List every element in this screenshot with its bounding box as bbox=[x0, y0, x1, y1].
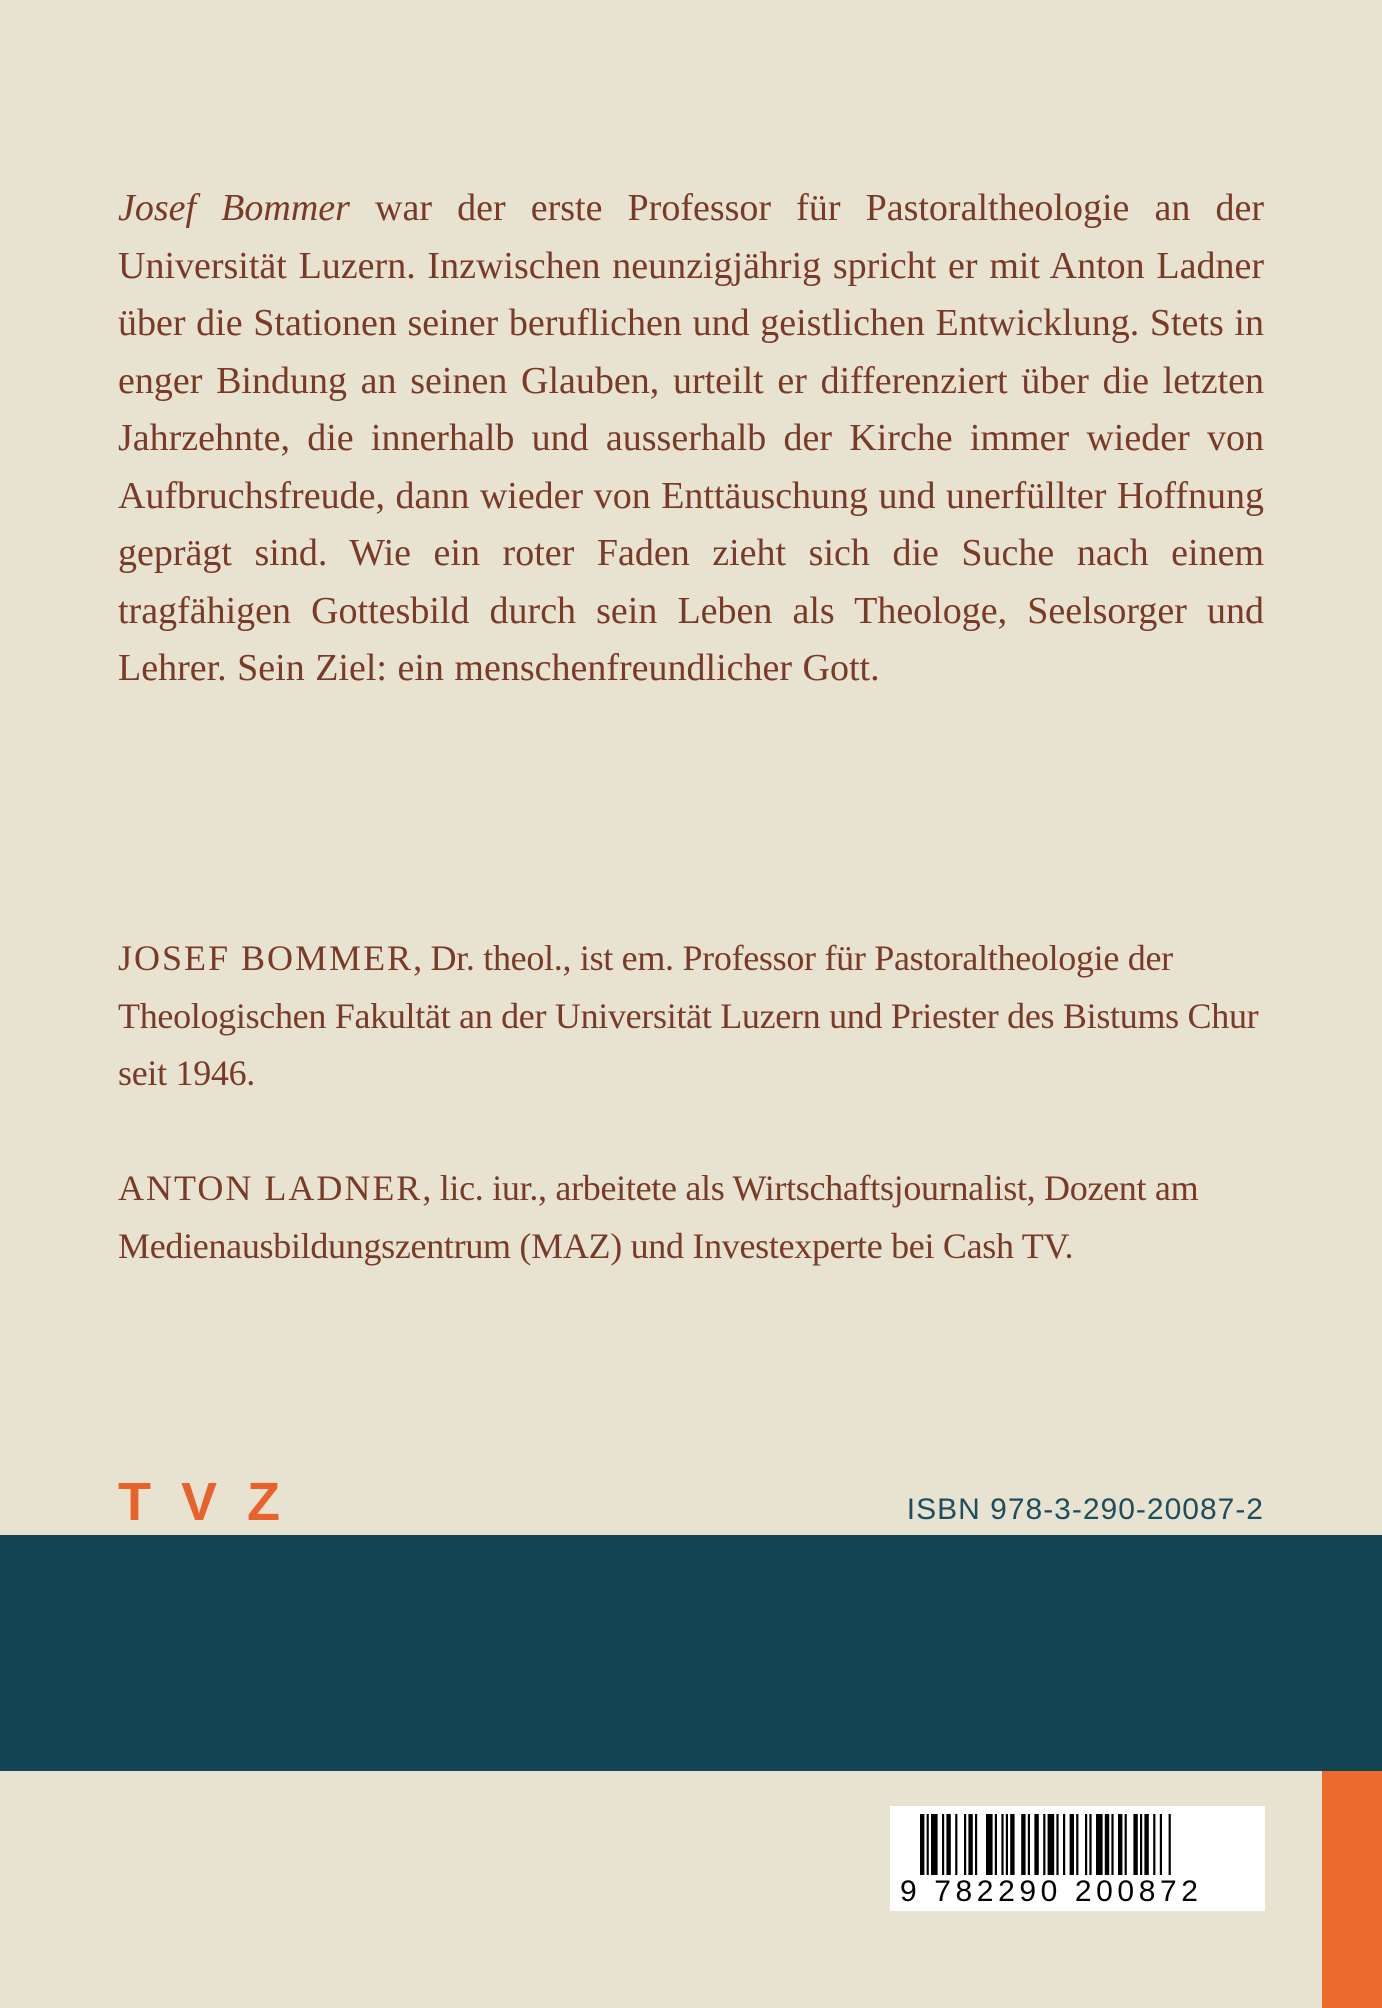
barcode-bar bbox=[1160, 1814, 1162, 1876]
barcode-bar bbox=[1169, 1814, 1171, 1876]
barcode-bar bbox=[955, 1814, 957, 1876]
teal-band bbox=[0, 1535, 1382, 1771]
barcode-bar bbox=[975, 1814, 977, 1876]
barcode-bar bbox=[942, 1814, 944, 1876]
barcode-bar bbox=[1105, 1814, 1109, 1876]
bio-name: ANTON LADNER bbox=[118, 1168, 423, 1208]
barcode-bar bbox=[1153, 1814, 1155, 1876]
barcode-bar bbox=[995, 1814, 997, 1876]
barcode-bar bbox=[964, 1814, 966, 1876]
orange-edge-strip bbox=[1322, 1771, 1382, 2008]
barcode-bar bbox=[1076, 1814, 1078, 1876]
barcode-bar bbox=[946, 1814, 950, 1876]
barcode-bar bbox=[1089, 1814, 1091, 1876]
author-bio-bommer bbox=[118, 930, 1264, 1103]
barcode-bar bbox=[1001, 1814, 1003, 1876]
barcode-bar bbox=[1021, 1814, 1025, 1876]
barcode-bar bbox=[1048, 1814, 1055, 1876]
blurb-paragraph bbox=[118, 180, 1264, 698]
barcode-bar bbox=[920, 1814, 924, 1876]
barcode-bar bbox=[1133, 1814, 1137, 1876]
barcode-bar bbox=[1006, 1814, 1008, 1876]
barcode-bar bbox=[1111, 1814, 1113, 1876]
barcode-bar bbox=[1144, 1814, 1148, 1876]
author-bio-ladner bbox=[118, 1160, 1264, 1275]
barcode-bar bbox=[1096, 1814, 1103, 1876]
barcode-bar bbox=[1140, 1814, 1142, 1876]
barcode-bar bbox=[1028, 1814, 1030, 1876]
blurb-text: war der erste Professor für Pastoraltheologie an der Universität Luzern. Inzwischen neunzigjährig spricht er mit Anton Ladner über die Stationen seiner beruflichen und geistlichen Entwicklung. Stets in enger Bindung an seinen Glauben, urteilt er differenziert über die letzten Jahrzehnte, die innerhalb und ausserhalb der Kirche immer wieder von Aufbruchsfreude, dann wieder von Enttäuschung und unerfüllter Hoffnung geprägt sind. Wie ein roter Faden zieht sich die Suche nach einem tragfähigen Gottesbild durch sein Leben als Theologe, Seelsorger und Lehrer. Sein Ziel: ein menschenfreundlicher Gott. bbox=[118, 187, 1264, 689]
blurb-author-name: Josef Bommer bbox=[118, 187, 350, 229]
barcode-bar bbox=[1010, 1814, 1014, 1876]
barcode-bar bbox=[1043, 1814, 1045, 1876]
bio-text: , Dr. theol., ist em. Professor für Pastoraltheologie der Theologischen Fakultät an der Universität Luzern und Priester des Bistums Chur seit 1946. bbox=[118, 938, 1259, 1093]
barcode-bar bbox=[931, 1814, 938, 1876]
barcode-bar bbox=[1056, 1814, 1058, 1876]
barcode bbox=[890, 1806, 1265, 1911]
bio-text: , lic. iur., arbeitete als Wirtschaftsjournalist, Dozent am Medienausbildungszentrum (MAZ) und Investexperte bei Cash TV. bbox=[118, 1168, 1199, 1266]
barcode-bar bbox=[1085, 1814, 1087, 1876]
barcode-bar bbox=[1034, 1814, 1038, 1876]
barcode-bar bbox=[1118, 1814, 1122, 1876]
barcode-bar bbox=[968, 1814, 972, 1876]
barcode-digits: 9 782290 200872 bbox=[898, 1875, 1257, 1909]
barcode-bar bbox=[1125, 1814, 1127, 1876]
barcode-bar bbox=[986, 1814, 993, 1876]
isbn-number: ISBN 978-3-290-20087-2 bbox=[906, 1493, 1264, 1526]
barcode-bar bbox=[1063, 1814, 1065, 1876]
bio-name: JOSEF BOMMER bbox=[118, 938, 414, 978]
barcode-bar bbox=[927, 1814, 929, 1876]
barcode-bar bbox=[1070, 1814, 1074, 1876]
publisher-logo: TVZ bbox=[118, 1472, 310, 1532]
